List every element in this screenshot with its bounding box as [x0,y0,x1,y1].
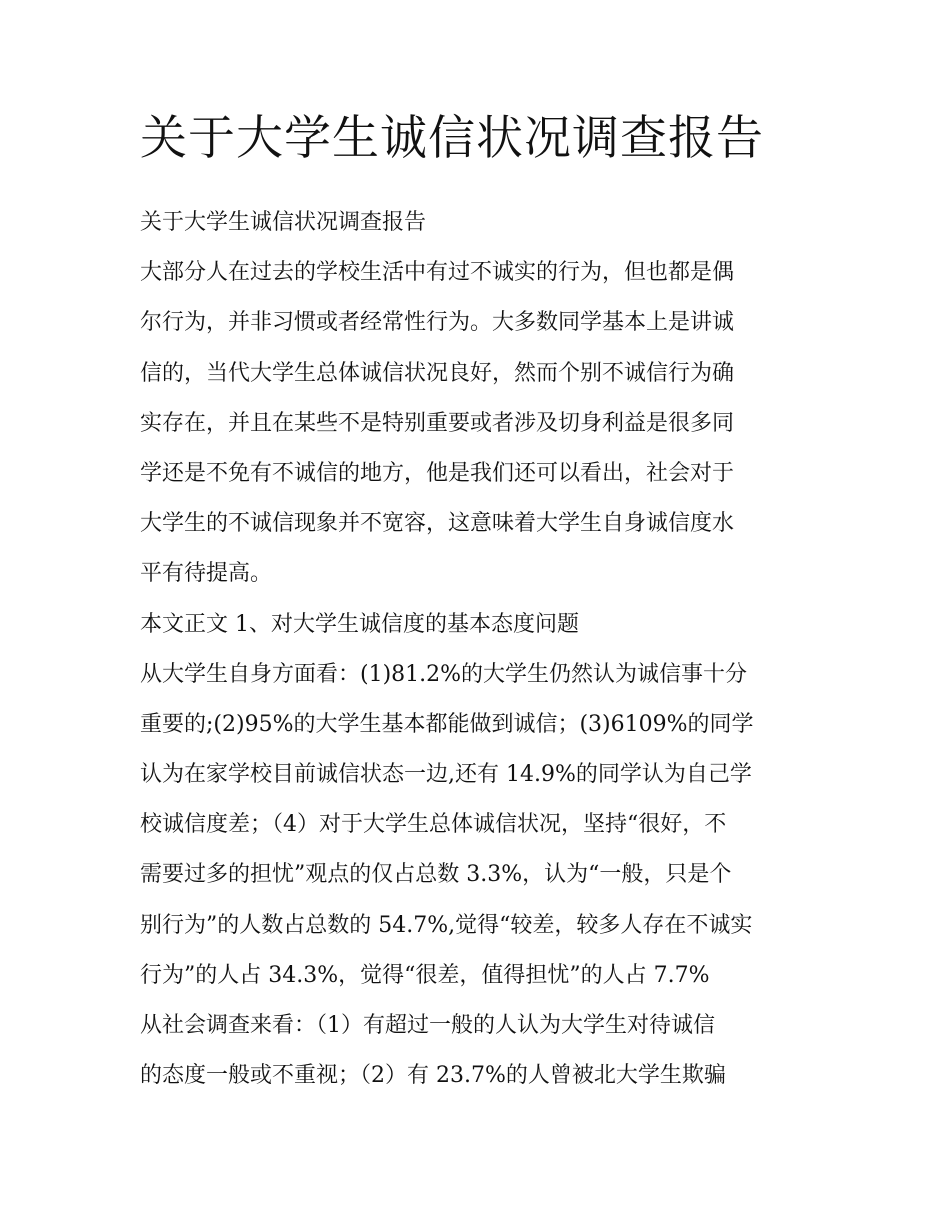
text-line: 平有待提高。 [140,561,273,587]
document-title: 关于大学生诚信状况调查报告 [140,111,764,166]
text-line: 行为”的人占 34.3%，觉得“很差，值得担忧”的人占 7.7% [140,962,710,988]
text-line: 从大学生自身方面看：(1)81.2%的大学生仍然认为诚信事十分 [140,661,748,687]
text-line: 从社会调查来看：（1）有超过一般的人认为大学生对待诚信 [140,1013,715,1038]
text-line: 学还是不免有不诚信的地方，他是我们还可以看出，社会对于 [140,460,735,486]
text-line: 别行为”的人数占总数的 54.7%,觉得“较差，较多人存在不诚实 [140,912,753,938]
text-line: 大部分人在过去的学校生活中有过不诚实的行为，但也都是偶 [140,260,735,286]
text-line: 校诚信度差；（4）对于大学生总体诚信状况，坚持“很好，不 [140,812,727,838]
text-line: 重要的;(2)95%的大学生基本都能做到诚信；(3)6109%的同学 [140,711,754,737]
text-line: 大学生的不诚信现象并不宽容，这意味着大学生自身诚信度水 [140,511,735,537]
text-line: 需要过多的担忧”观点的仅占总数 3.3%，认为“一般，只是个 [140,862,732,888]
text-line: 关于大学生诚信状况调查报告 [140,210,427,235]
text-line: 的态度一般或不重视；（2）有 23.7%的人曾被北大学生欺骗 [140,1063,726,1089]
text-line: 实存在，并且在某些不是特别重要或者涉及切身利益是很多同 [140,410,735,436]
text-line: 信的，当代大学生总体诚信状况良好，然而个别不诚信行为确 [140,360,735,386]
text-line: 认为在家学校目前诚信状态一边,还有 14.9%的同学认为自己学 [140,762,752,788]
document-body [140,207,820,1110]
text-line: 本文正文 1、对大学生诚信度的基本态度问题 [140,611,579,637]
text-line: 尔行为，并非习惯或者经常性行为。大多数同学基本上是讲诚 [140,310,735,336]
